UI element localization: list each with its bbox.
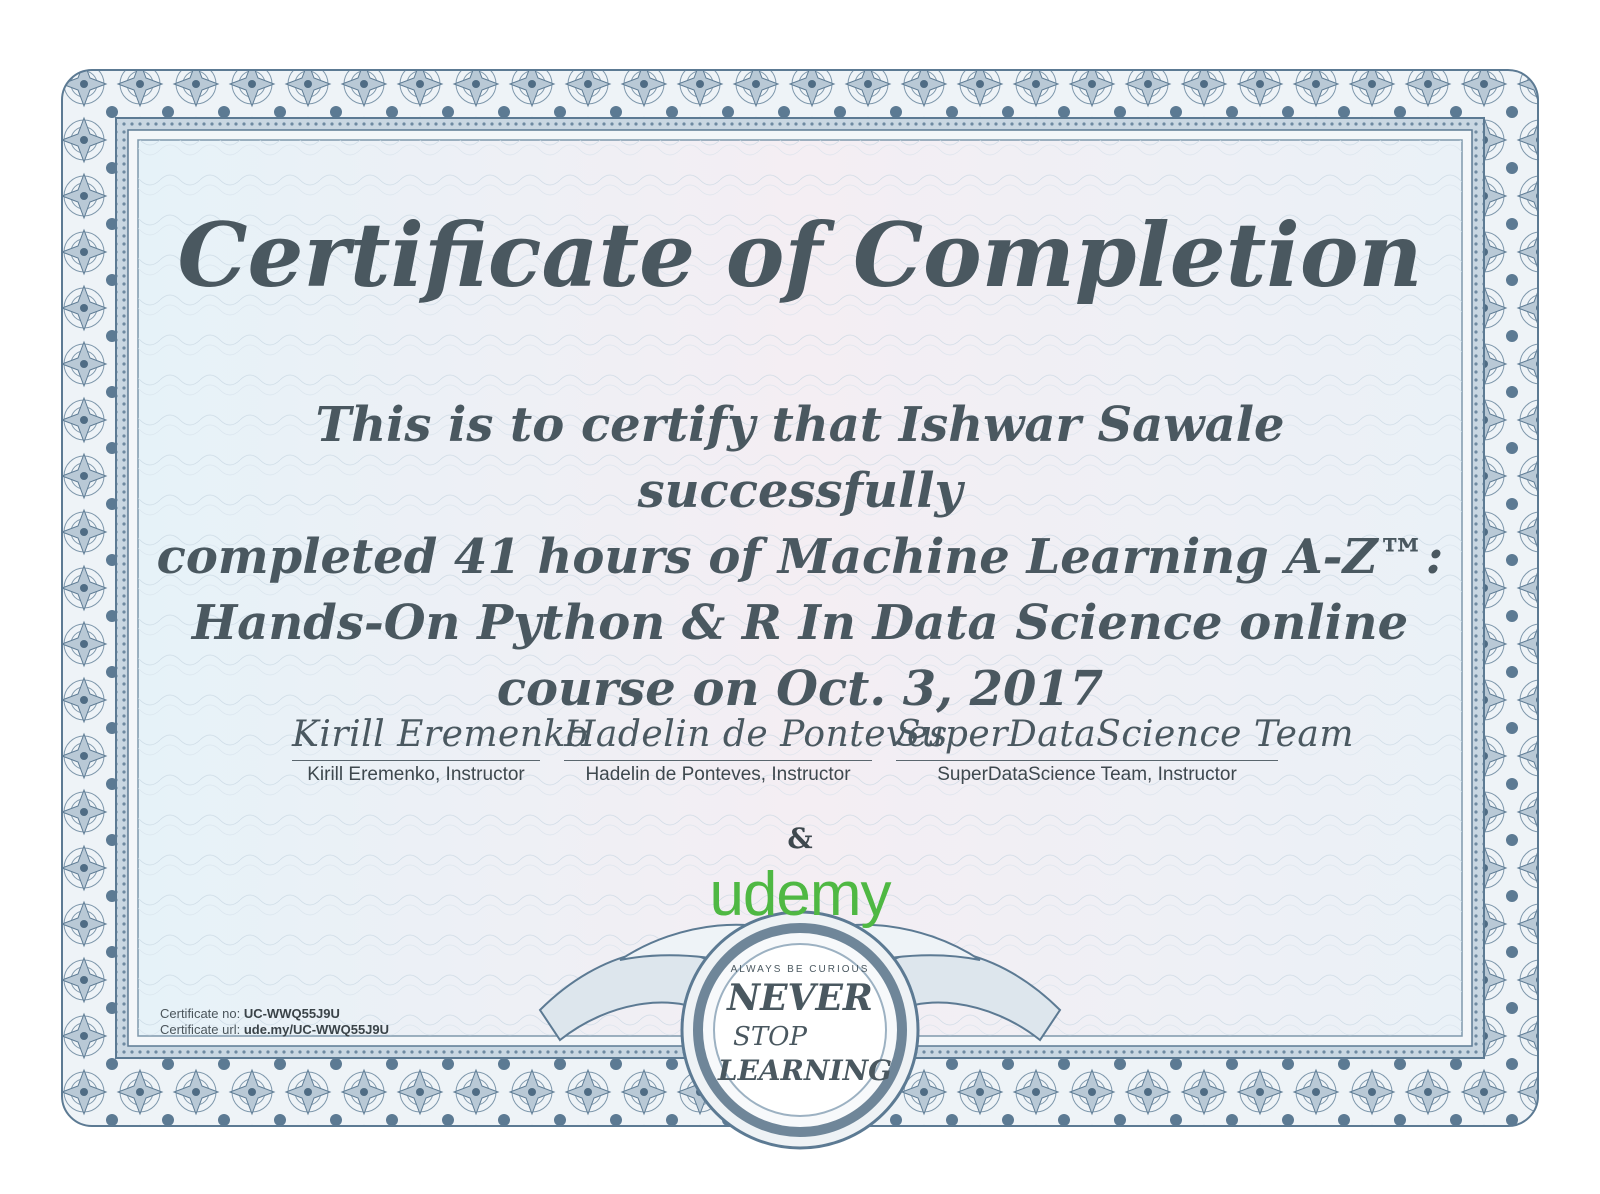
ampersand: & — [787, 822, 813, 855]
certificate-url[interactable]: ude.my/UC-WWQ55J9U — [243, 1022, 390, 1037]
certification-statement — [150, 392, 1450, 722]
statement-line-2: completed 41 hours of Machine Learning A-Z™: — [156, 529, 1444, 585]
certificate-url-row — [160, 1022, 389, 1038]
signature-line — [564, 760, 872, 761]
signature-kirill-script: Kirill Eremenko — [292, 714, 589, 755]
seal-line-learning: LEARNING — [717, 1054, 893, 1087]
signature-kirill-label: Kirill Eremenko, Instructor — [307, 764, 525, 785]
statement-line-3: Hands-On Python & R In Data Science online — [191, 595, 1409, 651]
certificate-number-row — [160, 1006, 389, 1022]
signature-line — [896, 760, 1278, 761]
certificate-info — [160, 1006, 389, 1038]
signature-kirill — [292, 712, 589, 786]
signature-hadelin-script: Hadelin de Ponteves — [564, 714, 948, 755]
seal-line-never: NEVER — [727, 977, 873, 1019]
statement-line-1: This is to certify that Ishwar Sawale successfully — [315, 397, 1285, 519]
seal-ring-text: ALWAYS BE CURIOUS — [730, 964, 870, 975]
statement-line-4: course on Oct. 3, 2017 — [496, 661, 1104, 717]
signature-superdatascience — [896, 712, 1355, 786]
certificate-title: Certificate of Completion — [177, 203, 1423, 307]
udemy-logo: udemy — [709, 860, 891, 929]
signature-line — [292, 760, 540, 761]
certificate-number-label: Certificate no: — [160, 1006, 241, 1021]
signature-hadelin — [564, 712, 948, 786]
certificate-url-label: Certificate url: — [160, 1022, 241, 1037]
certificate-number: UC-WWQ55J9U — [243, 1006, 340, 1021]
signature-sds-label: SuperDataScience Team, Instructor — [937, 764, 1237, 785]
signature-sds-script: SuperDataScience Team — [896, 714, 1355, 755]
signature-hadelin-label: Hadelin de Ponteves, Instructor — [585, 764, 851, 785]
seal-line-stop: STOP — [733, 1022, 807, 1052]
